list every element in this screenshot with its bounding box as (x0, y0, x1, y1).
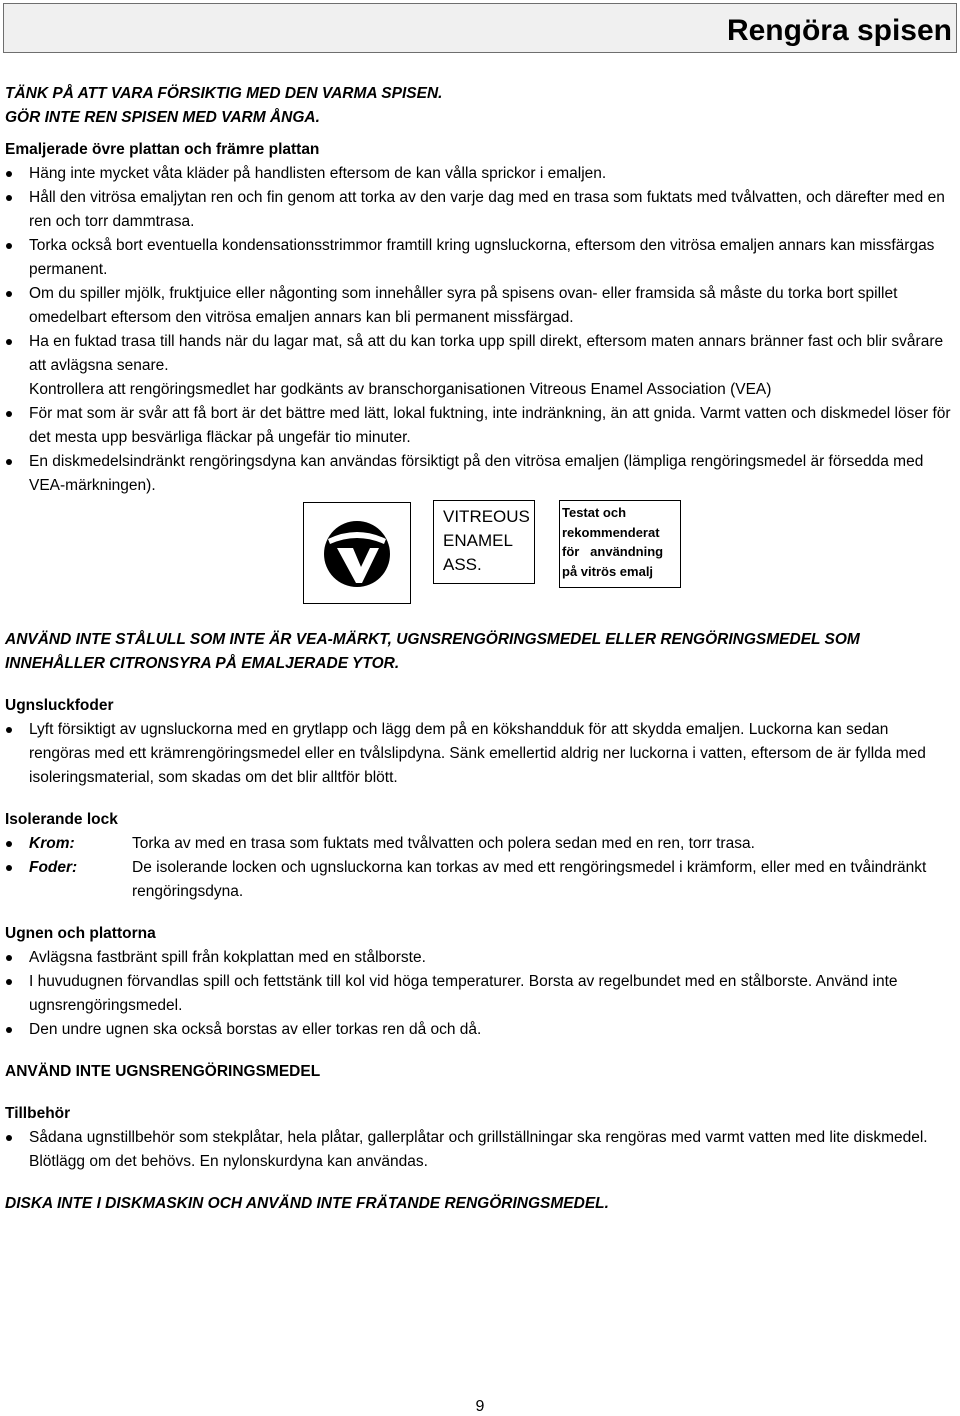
vea-text-box (433, 500, 535, 584)
list-item: Om du spiller mjölk, fruktjuice eller någonting som innehåller syra på spisens ovan- eller framsida så måste du torka bort spillet omedelbart eftersom den vitrösa emaljen annars kan bli permanent missfärgad. (5, 282, 953, 330)
list-item: Avlägsna fastbränt spill från kokplattan med en stålborste. (5, 946, 953, 970)
testat-box (559, 500, 681, 588)
vea-text: VITREOUS ENAMEL ASS. (443, 507, 530, 574)
list-item: Lyft försiktigt av ugnsluckorna med en grytlapp och lägg dem på en kökshandduk för att skydda emaljen. Luckorna kan sedan rengöras med ett krämrengöringsmedel eller en tvålslipdyna. Sänk emellertid aldrig ner luckorna i vatten, eftersom de är fyllda med isoleringsmaterial, som skadas om det blir alltför blött. (5, 718, 953, 790)
definition-term: Foder: (29, 859, 78, 876)
vea-note: Kontrollera att rengöringsmedlet har godkänts av branschorganisationen Vitreous Enamel Association (VEA) (29, 381, 772, 398)
list-item: En diskmedelsindränkt rengöringsdyna kan användas försiktigt på den vitrösa emaljen (lämpliga rengöringsmedel är försedda med VEA-märkningen). (5, 450, 953, 498)
vea-logo (303, 502, 411, 604)
section-heading-insulating-lids: Isolerande lock (5, 811, 118, 828)
definition-row (5, 832, 953, 856)
vea-logos (5, 498, 953, 610)
definition-row (5, 856, 953, 904)
list-item: Håll den vitrösa emaljytan ren och fin genom att torka av den varje dag med en trasa som fuktats med tvålvatten, och därefter med en ren och torr dammtrasa. (5, 186, 953, 234)
list-item: Torka också bort eventuella kondensationsstrimmor framtill kring ugnsluckorna, eftersom den vitrösa emaljen annars kan missfärgas permanent. (5, 234, 953, 282)
warning-oven-cleaner: ANVÄND INTE UGNSRENGÖRINGSMEDEL (5, 1063, 321, 1080)
list-item: I huvudugnen förvandlas spill och fettstänk till kol vid höga temperaturer. Borsta av regelbundet med en stålborste. Använd inte ugnsrengöringsmedel. (5, 970, 953, 1018)
page-title: Rengöra spisen (726, 14, 952, 47)
testat-text: Testat och rekommenderat för användning på vitrös emalj (562, 505, 664, 579)
warning-dishwasher: DISKA INTE I DISKMASKIN OCH ANVÄND INTE FRÄTANDE RENGÖRINGSMEDEL. (5, 1195, 609, 1212)
list-item: Ha en fuktad trasa till hands när du lagar mat, så att du kan torka upp spill direkt, eftersom maten annars bränner fast och blir svårare att avlägsna senare. (5, 330, 953, 378)
section-heading-door-liners: Ugnsluckfoder (5, 697, 114, 714)
header-bar (3, 3, 957, 53)
list-item: Häng inte mycket våta kläder på handlisten eftersom de kan vålla sprickor i emaljen. (5, 162, 953, 186)
section-heading-enamel: Emaljerade övre plattan och främre plattan (5, 141, 320, 158)
vea-emblem-icon (304, 503, 410, 603)
list-item: Den undre ugnen ska också borstas av eller torkas ren då och då. (5, 1018, 953, 1042)
definition-term: Krom: (29, 835, 75, 852)
definition-text: De isolerande locken och ugnsluckorna kan torkas av med ett rengöringsmedel i krämform, eller med en tvåindränkt rengöringsdyna. (132, 859, 927, 900)
page-number: 9 (475, 1398, 485, 1415)
warning-line-2: GÖR INTE REN SPISEN MED VARM ÅNGA. (5, 109, 320, 126)
list-item: Sådana ugnstillbehör som stekplåtar, hela plåtar, gallerplåtar och grillställningar ska rengöras med varmt vatten med lite diskmedel. Blötlägg om det behövs. En nylonskurdyna kan användas. (5, 1126, 953, 1174)
warning-line-1: TÄNK PÅ ATT VARA FÖRSIKTIG MED DEN VARMA SPISEN. (5, 85, 443, 102)
page-content (5, 82, 953, 1216)
section-heading-oven: Ugnen och plattorna (5, 925, 156, 942)
list-item: För mat som är svår att få bort är det bättre med lätt, lokal fuktning, inte indränkning, än att gnida. Varmt vatten och diskmedel löser för det mesta upp besvärliga fläckar på ungefär tio minuter. (5, 402, 953, 450)
warning-steel-wool: ANVÄND INTE STÅLULL SOM INTE ÄR VEA-MÄRKT, UGNSRENGÖRINGSMEDEL ELLER RENGÖRINGSMEDEL SOM INNEHÅLLER CITRONSYRA PÅ EMALJERADE YTOR. (5, 631, 860, 672)
definition-text: Torka av med en trasa som fuktats med tvålvatten och polera sedan med en ren, torr trasa. (132, 835, 755, 852)
section-heading-accessories: Tillbehör (5, 1105, 71, 1122)
